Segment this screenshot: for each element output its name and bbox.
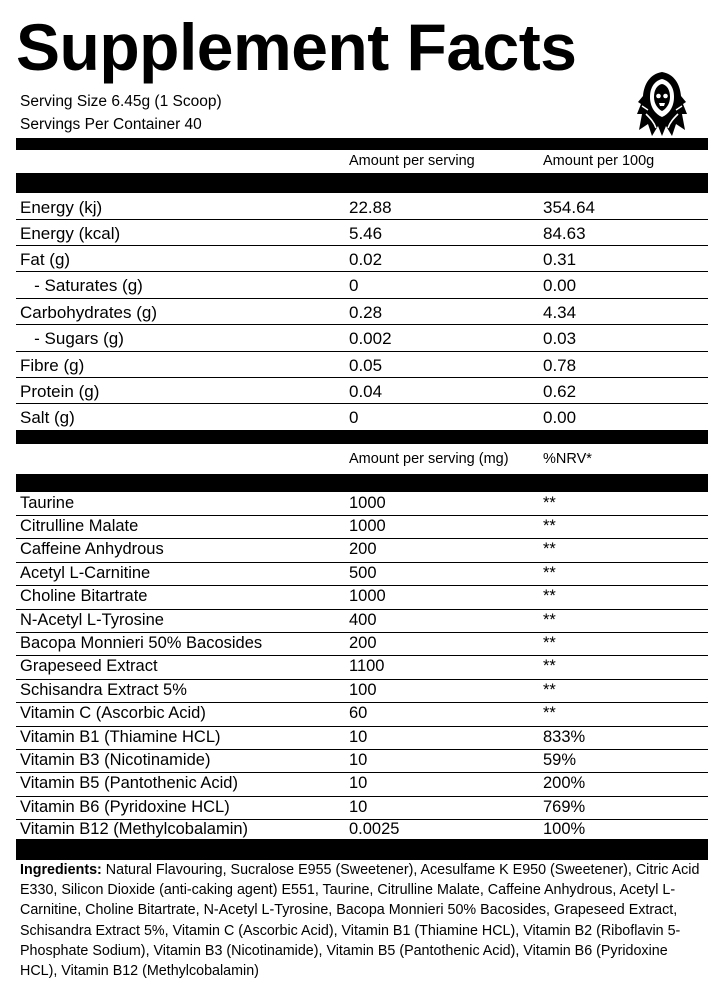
nutrient-per-serving: 0 bbox=[349, 408, 359, 427]
table-row bbox=[16, 324, 708, 352]
serving-size: Serving Size 6.45g (1 Scoop) bbox=[20, 93, 222, 110]
ingredient-nrv: ** bbox=[543, 681, 556, 699]
nutrient-name: Energy (kcal) bbox=[20, 224, 121, 243]
ingredient-amount: 200 bbox=[349, 540, 377, 558]
ingredient-name: Vitamin B1 (Thiamine HCL) bbox=[20, 728, 221, 746]
nutrient-per-100g: 84.63 bbox=[543, 224, 586, 243]
ingredient-amount: 100 bbox=[349, 681, 377, 699]
nutrient-per-serving: 0.05 bbox=[349, 356, 383, 375]
ingredient-name: Vitamin B3 (Nicotinamide) bbox=[20, 751, 211, 769]
table-row bbox=[16, 193, 708, 219]
table-row bbox=[16, 562, 708, 586]
ingredient-name: Acetyl L-Carnitine bbox=[20, 564, 151, 582]
nutrition-header-per-100g: Amount per 100g bbox=[543, 153, 655, 169]
nutrient-name: Energy (kj) bbox=[20, 198, 103, 217]
ingredient-nrv: 59% bbox=[543, 751, 577, 769]
nutrition-header-per-serving: Amount per serving bbox=[349, 153, 475, 169]
table-row bbox=[16, 585, 708, 610]
ingredient-name: Vitamin B5 (Pantothenic Acid) bbox=[20, 774, 238, 792]
table-row bbox=[16, 679, 708, 703]
nutrient-per-serving: 0.04 bbox=[349, 382, 383, 401]
ingredient-nrv: ** bbox=[543, 634, 556, 652]
nutrient-per-serving: 0 bbox=[349, 276, 359, 295]
table-row bbox=[16, 377, 708, 404]
ingredient-nrv: ** bbox=[543, 494, 556, 512]
ingredient-amount: 1100 bbox=[349, 657, 385, 675]
hooded-reaper-logo-icon bbox=[632, 70, 692, 138]
nutrient-per-100g: 0.00 bbox=[543, 408, 577, 427]
table-row bbox=[16, 749, 708, 773]
ingredient-name: Schisandra Extract 5% bbox=[20, 681, 187, 699]
ingredient-nrv: ** bbox=[543, 704, 556, 722]
ingredient-name: N-Acetyl L-Tyrosine bbox=[20, 611, 164, 629]
ingredient-nrv: ** bbox=[543, 517, 556, 535]
table-row bbox=[16, 271, 708, 299]
ingredient-amount: 1000 bbox=[349, 517, 386, 535]
ingredient-amount: 0.0025 bbox=[349, 820, 400, 838]
table-row bbox=[16, 245, 708, 272]
nutrient-name: - Saturates (g) bbox=[20, 276, 143, 295]
ingredient-amount: 10 bbox=[349, 798, 368, 816]
nutrient-per-serving: 0.002 bbox=[349, 329, 392, 348]
ingredient-nrv: 100% bbox=[543, 820, 586, 838]
table-row bbox=[16, 403, 708, 431]
ingredients-text: Natural Flavouring, Sucralose E955 (Sweetener), Acesulfame K E950 (Sweetener), Citric Acid E330, Silicon Dioxide (anti-caking agent) E551, Taurine, Citrulline Malate, Caffeine Anhydrous, Acetyl L-Carnitine, Choline Bitartrate, N-Acetyl L-Tyrosine, Bacopa Monnieri 50% Bacosides, Grapeseed Extract, Schisandra Extract 5%, Vitamin C (Ascorbic Acid), Vitamin B1 (Thiamine HCL), Vitamin B2 (Riboflavin 5-Phosphate Sodium), Vitamin B3 (Nicotinamide), Vitamin B5 (Pantothenic Acid), Vitamin B6 (Pyridoxine HCL), Vitamin B12 (Methylcobalamin) bbox=[20, 862, 700, 980]
nutrient-per-serving: 5.46 bbox=[349, 224, 383, 243]
ingredients-statement bbox=[20, 860, 700, 981]
actives-header-row bbox=[16, 444, 708, 474]
nutrient-name: Fat (g) bbox=[20, 250, 71, 269]
nutrient-per-serving: 0.02 bbox=[349, 250, 383, 269]
nutrient-per-serving: 22.88 bbox=[349, 198, 392, 217]
ingredient-nrv: ** bbox=[543, 587, 556, 605]
nutrient-per-serving: 0.28 bbox=[349, 303, 383, 322]
ingredient-amount: 200 bbox=[349, 634, 377, 652]
nutrient-per-100g: 0.62 bbox=[543, 382, 577, 401]
ingredient-name: Vitamin B12 (Methylcobalamin) bbox=[20, 820, 249, 838]
ingredient-nrv: ** bbox=[543, 611, 556, 629]
ingredient-amount: 1000 bbox=[349, 587, 386, 605]
table-row bbox=[16, 796, 708, 820]
nutrient-name: Carbohydrates (g) bbox=[20, 303, 158, 322]
ingredient-nrv: 833% bbox=[543, 728, 586, 746]
ingredient-nrv: ** bbox=[543, 657, 556, 675]
ingredient-nrv: ** bbox=[543, 564, 556, 582]
table-row bbox=[16, 219, 708, 246]
nutrient-name: Protein (g) bbox=[20, 382, 100, 401]
table-row bbox=[16, 819, 708, 840]
nutrient-per-100g: 4.34 bbox=[543, 303, 577, 322]
table-row bbox=[16, 632, 708, 656]
ingredient-nrv: 200% bbox=[543, 774, 586, 792]
ingredient-amount: 10 bbox=[349, 728, 368, 746]
ingredient-amount: 400 bbox=[349, 611, 377, 629]
ingredient-amount: 500 bbox=[349, 564, 377, 582]
ingredient-nrv: 769% bbox=[543, 798, 586, 816]
table-row bbox=[16, 702, 708, 727]
servings-per-container: Servings Per Container 40 bbox=[20, 116, 202, 133]
table-row bbox=[16, 351, 708, 378]
nutrient-per-100g: 354.64 bbox=[543, 198, 595, 217]
bottom-thick-divider bbox=[16, 839, 708, 860]
table-row bbox=[16, 726, 708, 750]
mid-thick-divider bbox=[16, 430, 708, 444]
nutrient-name: Salt (g) bbox=[20, 408, 75, 427]
top-thick-divider bbox=[16, 138, 708, 150]
table-row bbox=[16, 298, 708, 325]
table-row bbox=[16, 655, 708, 680]
ingredient-name: Caffeine Anhydrous bbox=[20, 540, 164, 558]
nutrient-name: Fibre (g) bbox=[20, 356, 85, 375]
ingredient-name: Choline Bitartrate bbox=[20, 587, 148, 605]
ingredient-amount: 60 bbox=[349, 704, 368, 722]
ingredient-name: Grapeseed Extract bbox=[20, 657, 158, 675]
actives-header-amount: Amount per serving (mg) bbox=[349, 451, 509, 467]
actives-header-divider bbox=[16, 474, 708, 492]
table-row bbox=[16, 515, 708, 539]
nutrient-per-100g: 0.78 bbox=[543, 356, 577, 375]
ingredient-amount: 10 bbox=[349, 774, 368, 792]
ingredient-name: Citrulline Malate bbox=[20, 517, 139, 535]
nutrient-per-100g: 0.00 bbox=[543, 276, 577, 295]
page-title: Supplement Facts bbox=[16, 10, 577, 84]
nutrition-header-divider bbox=[16, 173, 708, 193]
nutrient-per-100g: 0.03 bbox=[543, 329, 577, 348]
ingredient-amount: 10 bbox=[349, 751, 368, 769]
nutrient-name: - Sugars (g) bbox=[20, 329, 124, 348]
ingredient-name: Taurine bbox=[20, 494, 75, 512]
ingredients-label: Ingredients: bbox=[20, 862, 102, 878]
nutrient-per-100g: 0.31 bbox=[543, 250, 577, 269]
actives-header-nrv: %NRV* bbox=[543, 451, 592, 467]
nutrition-header-row bbox=[16, 150, 708, 173]
table-row bbox=[16, 492, 708, 515]
ingredient-amount: 1000 bbox=[349, 494, 386, 512]
ingredient-name: Vitamin C (Ascorbic Acid) bbox=[20, 704, 206, 722]
ingredient-name: Vitamin B6 (Pyridoxine HCL) bbox=[20, 798, 230, 816]
table-row bbox=[16, 609, 708, 633]
ingredient-name: Bacopa Monnieri 50% Bacosides bbox=[20, 634, 263, 652]
table-row bbox=[16, 772, 708, 797]
table-row bbox=[16, 538, 708, 563]
ingredient-nrv: ** bbox=[543, 540, 556, 558]
